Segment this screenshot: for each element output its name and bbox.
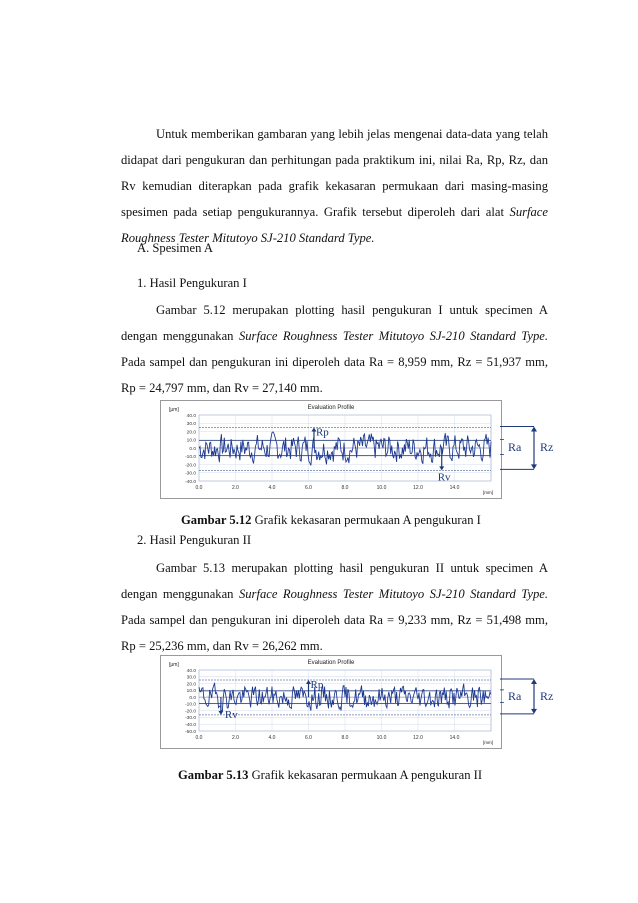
x-tick-label: 4.0 [268, 485, 276, 491]
ra-label: Ra [508, 440, 522, 454]
intro-paragraph [121, 121, 548, 251]
y-tick-label: -10.0 [185, 455, 196, 461]
x-tick-label: 4.0 [268, 735, 276, 741]
figure-5-12-chart [160, 400, 502, 499]
rp-label: Rp [310, 679, 324, 692]
chart-title: Evaluation Profile [307, 405, 355, 411]
subsection-1-heading: 1. Hasil Pengukuran I [137, 276, 247, 290]
x-tick-label: 10.0 [376, 485, 387, 491]
x-tick-label: 14.0 [449, 485, 460, 491]
intro-text: Untuk memberikan gambaran yang lebih jelas mengenai data-data yang telah didapat dari pengukuran dan perhitungan pada praktikum ini, nilai Ra, Rp, Rz, dan Rv kemudian diterapkan pada grafik kekasaran permukaan dari masing-masing spesimen pada setiap pengukurannya. Grafik tersebut diperoleh dari alat [121, 127, 548, 219]
fig13-label: Gambar 5.13 [178, 768, 249, 782]
x-tick-label: 8.0 [341, 735, 349, 741]
rv-label: Rv [224, 708, 238, 721]
y-tick-label: -20.0 [185, 463, 196, 469]
x-tick-label: 8.0 [341, 485, 349, 491]
y-tick-label: -40.0 [185, 723, 196, 729]
rz-annotation-2 [500, 655, 580, 747]
y-tick-label: -20.0 [185, 709, 196, 715]
x-tick-label: 10.0 [376, 735, 387, 741]
subsection-2-heading: 2. Hasil Pengukuran II [137, 533, 252, 547]
figure-5-13-chart [160, 655, 502, 749]
rz-arrow-head-bottom [531, 709, 537, 714]
chart-title: Evaluation Profile [307, 660, 355, 666]
figure-5-13-caption [178, 766, 482, 784]
m1-text-a: Gambar 5.12 merupakan plotting hasil pengukuran I untuk specimen A dengan menggunakan [121, 303, 548, 343]
y-tick-label: -30.0 [185, 716, 196, 722]
y-axis-unit-label: [μm] [169, 407, 179, 413]
x-tick-label: 2.0 [232, 485, 239, 491]
m1-italic-text: Surface Roughness Tester Mitutoyo SJ-210 Standard Type. [238, 329, 548, 343]
x-tick-label: 6.0 [305, 485, 312, 491]
m1-text-b: Pada sampel dan pengukuran ini diperoleh data Ra = 8,959 mm, Rz = 51,937 mm, Rp = 24,797 mm, dan Rv = 27,140 mm. [121, 355, 548, 395]
y-tick-label: 10.0 [186, 438, 196, 444]
rz-label: Rz [540, 689, 554, 704]
fig13-text: Grafik kekasaran permukaan A pengukuran II [248, 768, 483, 782]
x-tick-label: 12.0 [413, 485, 423, 491]
y-tick-label: 40.0 [186, 668, 196, 674]
y-tick-label: -10.0 [185, 702, 196, 708]
rp-label: Rp [315, 426, 329, 439]
section-a-heading: A. Spesimen A [137, 241, 213, 255]
x-tick-label: 0.0 [195, 735, 203, 741]
y-tick-label: 10.0 [186, 689, 196, 695]
rz-annotation-1 [500, 400, 580, 497]
y-tick-label: -40.0 [185, 479, 196, 485]
rz-arrow-head-bottom [531, 464, 537, 469]
y-tick-label: 30.0 [186, 422, 196, 428]
rz-label: Rz [540, 440, 554, 454]
measurement-1-paragraph [121, 297, 548, 401]
y-tick-label: -30.0 [185, 471, 196, 477]
x-axis-unit-label: [mm] [483, 490, 493, 495]
evaluation-profile-chart-1 [161, 401, 501, 498]
rv-label: Rv [437, 471, 451, 484]
figure-5-12-caption [181, 511, 481, 529]
fig12-text: Grafik kekasaran permukaan A pengukuran I [251, 513, 481, 527]
y-tick-label: 40.0 [186, 413, 196, 419]
rz-arrow-head-top [531, 427, 537, 432]
y-tick-label: 20.0 [186, 430, 196, 436]
x-tick-label: 2.0 [232, 735, 239, 741]
x-tick-label: 12.0 [413, 735, 423, 741]
rz-arrow-head-top [531, 679, 537, 684]
y-tick-label: 0.0 [189, 695, 196, 701]
evaluation-profile-chart-2 [161, 656, 501, 748]
y-axis-unit-label: [μm] [169, 662, 179, 668]
m2-text-b: Pada sampel dan pengukuran ini diperoleh data Ra = 9,233 mm, Rz = 51,498 mm, Rp = 25,236 mm, dan Rv = 26,262 mm. [121, 613, 548, 653]
x-axis-unit-label: [mm] [483, 740, 493, 745]
m2-italic-text: Surface Roughness Tester Mitutoyo SJ-210 Standard Type. [238, 587, 548, 601]
x-tick-label: 0.0 [195, 485, 203, 491]
measurement-2-paragraph [121, 555, 548, 659]
intro-italic-text: Surface Roughness Tester Mitutoyo SJ-210 Standard Type. [121, 205, 548, 245]
x-tick-label: 6.0 [305, 735, 312, 741]
m2-text-a: Gambar 5.13 merupakan plotting hasil pengukuran II untuk specimen A dengan menggunakan [121, 561, 548, 601]
fig12-label: Gambar 5.12 [181, 513, 252, 527]
y-tick-label: -50.0 [185, 729, 196, 735]
ra-label: Ra [508, 689, 522, 704]
y-tick-label: 30.0 [186, 675, 196, 681]
y-tick-label: 20.0 [186, 682, 196, 688]
x-tick-label: 14.0 [449, 735, 460, 741]
y-tick-label: 0.0 [189, 446, 196, 452]
